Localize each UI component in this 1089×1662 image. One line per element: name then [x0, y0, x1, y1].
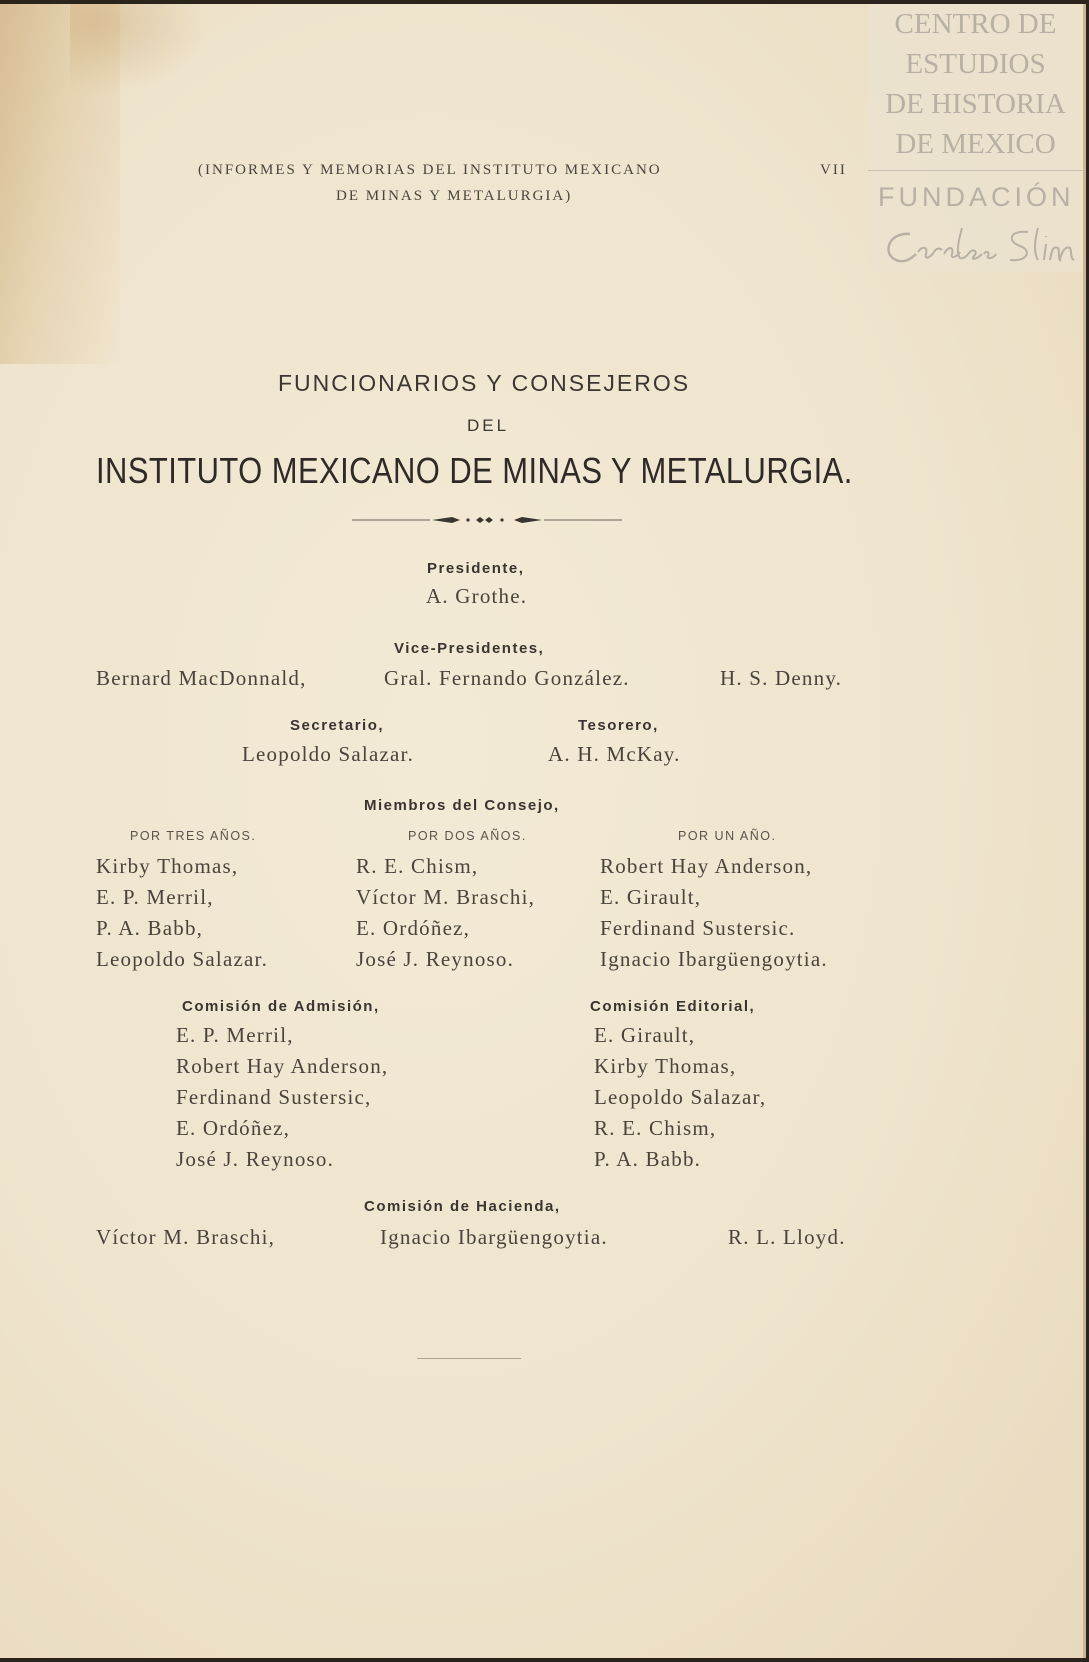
consejo-member: P. A. Babb, [96, 916, 204, 940]
page-number: VII [820, 162, 847, 178]
comision-admision-member: Robert Hay Anderson, [176, 1054, 389, 1078]
consejo-member: Ignacio Ibargüengoytia. [600, 947, 828, 971]
comision-editorial-member: P. A. Babb. [594, 1147, 702, 1171]
paper-stain [70, 4, 210, 94]
comision-editorial-member: R. E. Chism, [594, 1116, 717, 1140]
consejo-member: R. E. Chism, [356, 854, 479, 878]
consejo-member: Kirby Thomas, [96, 854, 239, 878]
watermark-foundation: FUNDACIÓN [878, 182, 1075, 212]
title-line-1: FUNCIONARIOS Y CONSEJEROS [278, 370, 691, 396]
comision-editorial-label: Comisión Editorial, [590, 998, 756, 1015]
comision-admision-member: E. Ordóñez, [176, 1116, 291, 1140]
comision-hacienda-member: Ignacio Ibargüengoytia. [380, 1225, 608, 1249]
consejo-column-heading: POR UN AÑO. [678, 829, 777, 843]
comision-editorial-member: E. Girault, [594, 1023, 696, 1047]
watermark-line: ESTUDIOS [905, 48, 1046, 80]
watermark-line: DE MEXICO [895, 128, 1056, 160]
vicepresidente-name: H. S. Denny. [720, 666, 843, 690]
watermark-line: CENTRO DE [894, 8, 1057, 40]
watermark-line: DE HISTORIA [885, 88, 1066, 120]
consejo-member: Ferdinand Sustersic. [600, 916, 796, 940]
consejo-column-heading: POR DOS AÑOS. [408, 829, 527, 843]
tesorero-name: A. H. McKay. [548, 742, 681, 766]
secretario-name: Leopoldo Salazar. [242, 742, 415, 766]
archive-watermark [868, 4, 1083, 272]
vicepresidentes-label: Vice-Presidentes, [394, 640, 545, 657]
comision-admision-label: Comisión de Admisión, [182, 998, 380, 1015]
comision-editorial-member: Leopoldo Salazar, [594, 1085, 767, 1109]
watermark-divider [868, 170, 1083, 171]
title-line-2: DEL [467, 416, 510, 435]
bottom-divider [417, 1358, 521, 1359]
document-page [0, 4, 1086, 1658]
running-header-line-1: (INFORMES Y MEMORIAS DEL INSTITUTO MEXICANO [198, 162, 662, 178]
consejo-member: E. Girault, [600, 885, 702, 909]
consejo-member: E. Ordóñez, [356, 916, 471, 940]
consejo-member: Víctor M. Braschi, [356, 885, 536, 909]
vicepresidente-name: Gral. Fernando González. [384, 666, 630, 690]
comision-admision-member: José J. Reynoso. [176, 1147, 335, 1171]
consejo-member: José J. Reynoso. [356, 947, 515, 971]
secretario-label: Secretario, [290, 717, 385, 734]
presidente-name: A. Grothe. [426, 584, 528, 608]
page-title: INSTITUTO MEXICANO DE MINAS Y METALURGIA. [96, 450, 853, 491]
comision-admision-member: Ferdinand Sustersic, [176, 1085, 372, 1109]
comision-hacienda-member: R. L. Lloyd. [728, 1225, 846, 1249]
vicepresidente-name: Bernard MacDonnald, [96, 666, 307, 690]
consejo-column-heading: POR TRES AÑOS. [130, 829, 257, 843]
comision-hacienda-member: Víctor M. Braschi, [96, 1225, 276, 1249]
consejo-member: Robert Hay Anderson, [600, 854, 813, 878]
comision-hacienda-label: Comisión de Hacienda, [364, 1198, 561, 1215]
running-header-line-2: DE MINAS Y METALURGIA) [336, 188, 573, 204]
consejo-member: E. P. Merril, [96, 885, 214, 909]
ornament-divider [352, 512, 622, 528]
comision-editorial-member: Kirby Thomas, [594, 1054, 737, 1078]
consejo-label: Miembros del Consejo, [364, 797, 560, 814]
presidente-label: Presidente, [427, 560, 525, 577]
comision-admision-member: E. P. Merril, [176, 1023, 294, 1047]
tesorero-label: Tesorero, [578, 717, 659, 734]
signature-logo [878, 224, 1078, 269]
consejo-member: Leopoldo Salazar. [96, 947, 269, 971]
